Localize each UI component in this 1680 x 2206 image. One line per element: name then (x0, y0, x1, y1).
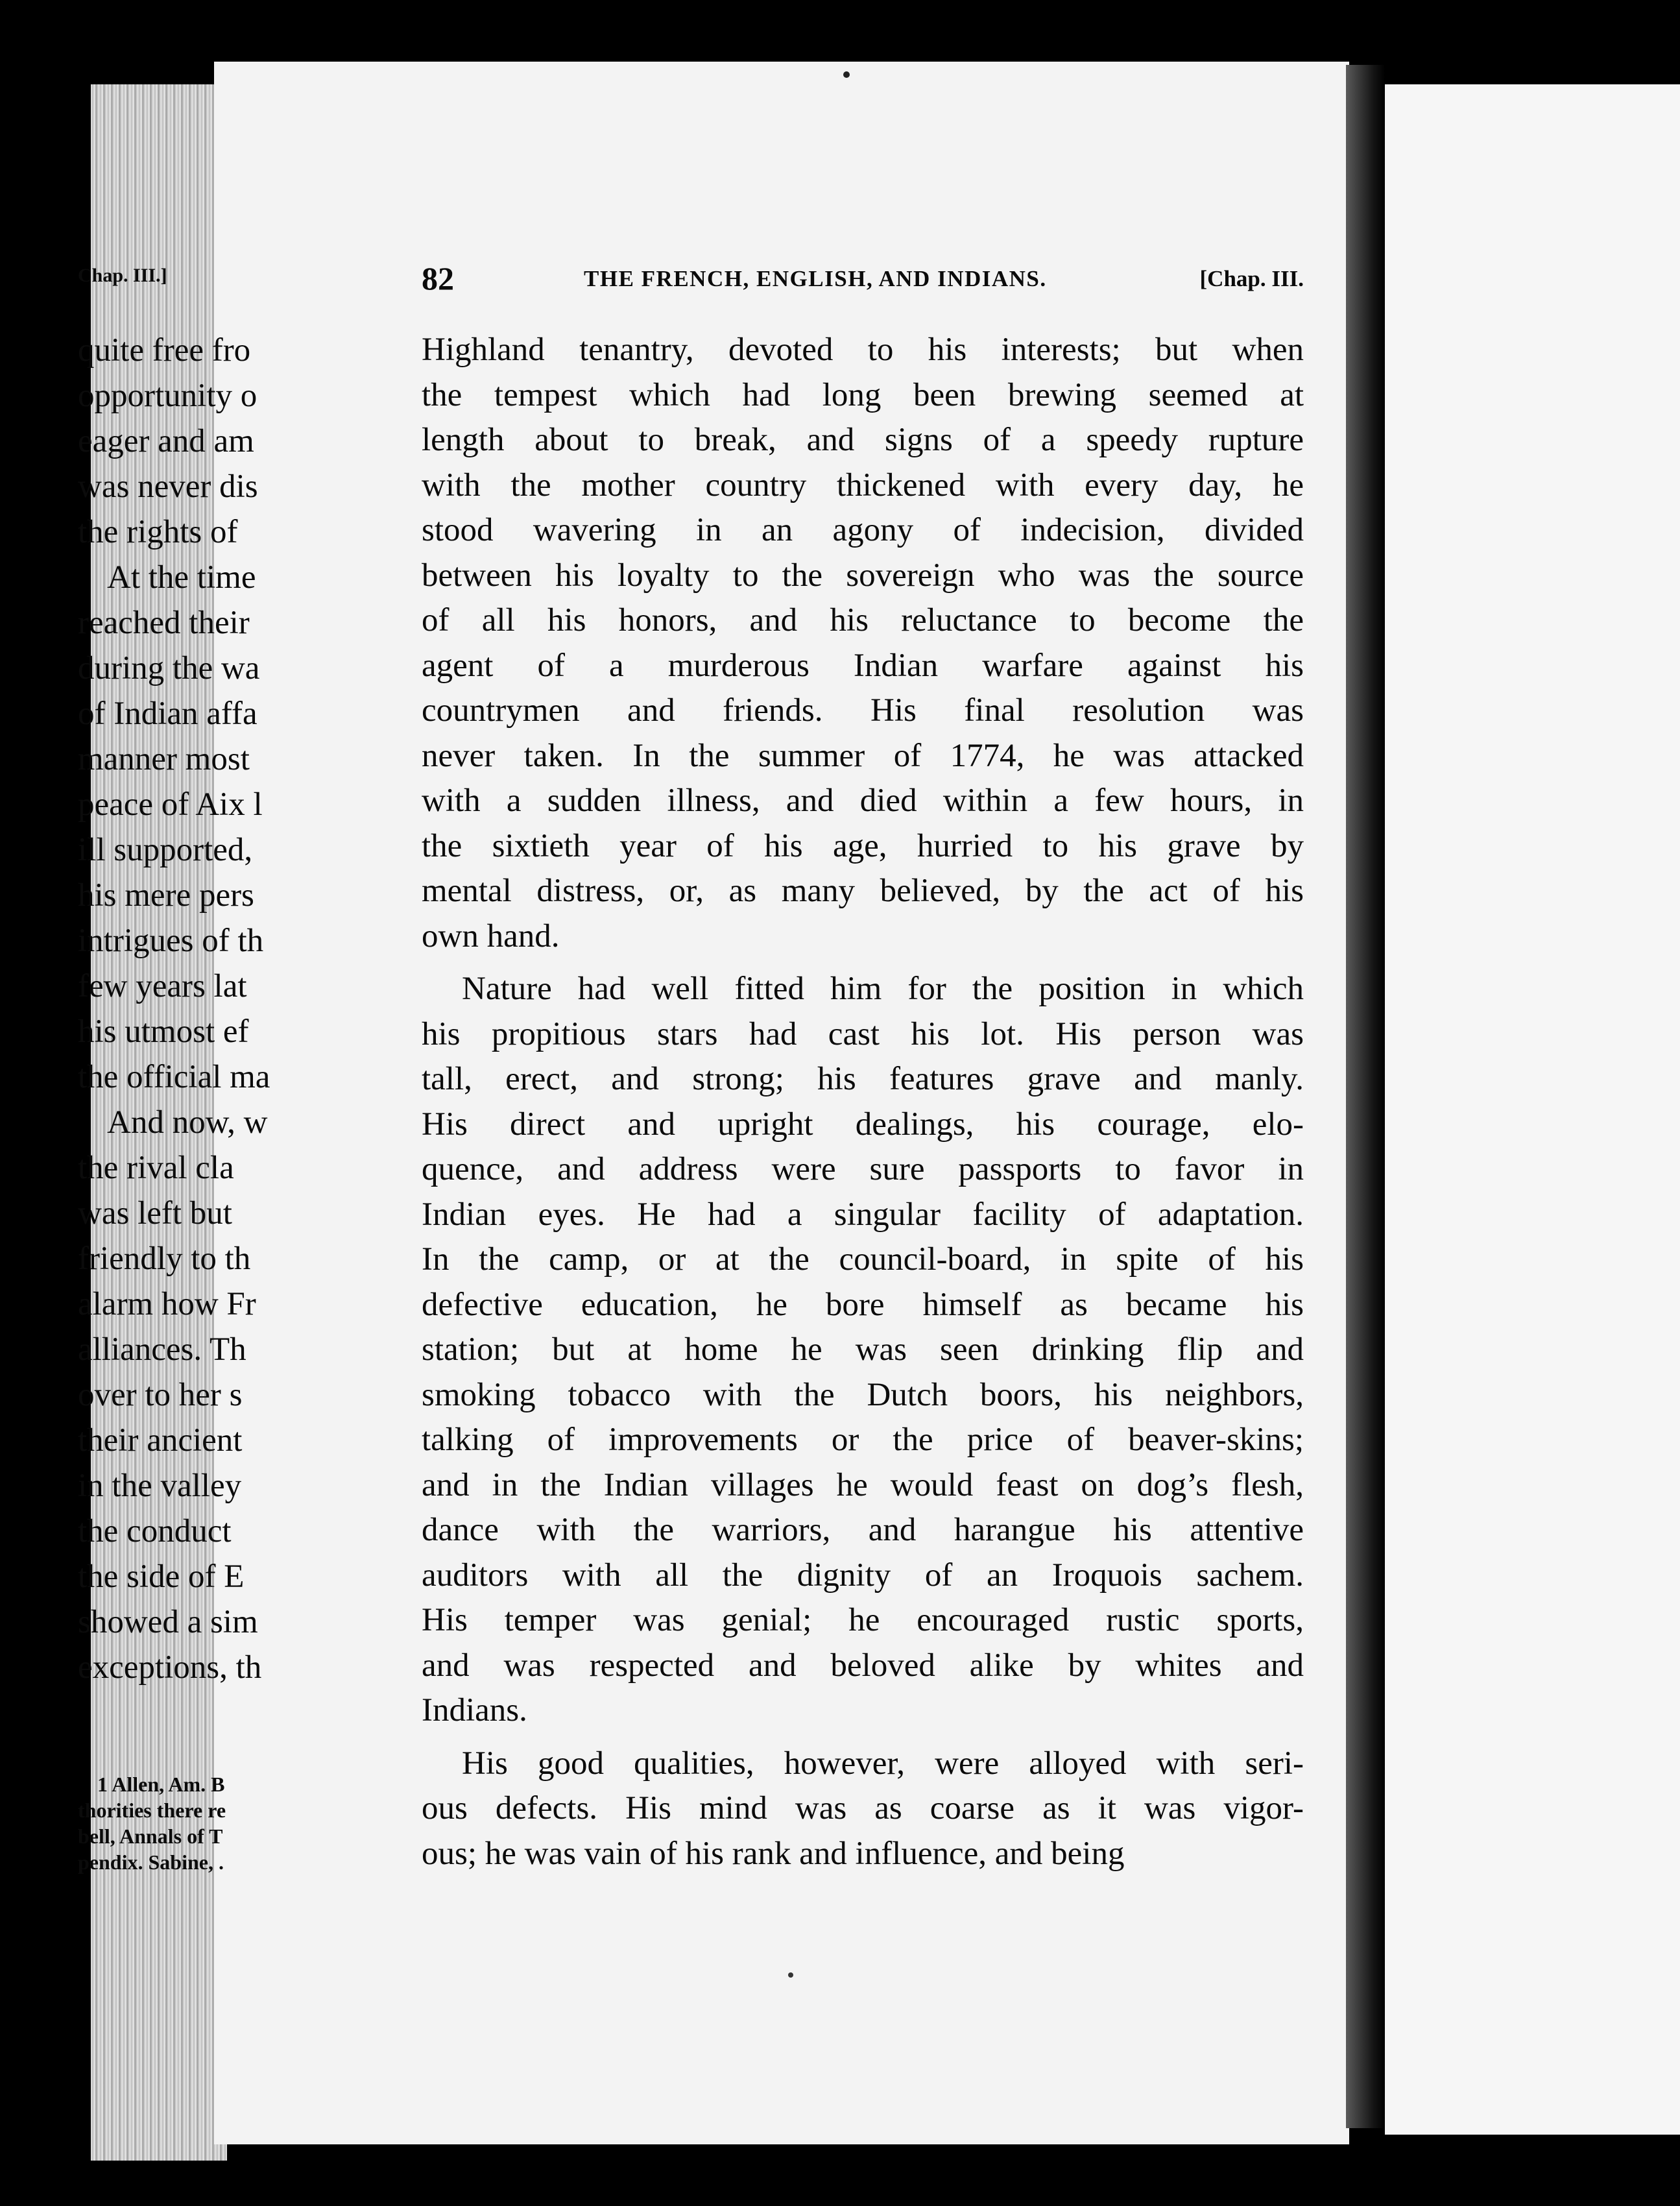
text-line: tall, erect, and strong; his features grave and manly. (422, 1061, 1304, 1097)
text-line: the tempest which had long been brewing seemed at (422, 376, 1304, 413)
speck (843, 71, 850, 78)
ink-dot (788, 1972, 793, 1978)
text-line: length about to break, and signs of a speedy rupture (422, 422, 1304, 458)
text-line: auditors with all the dignity of an Iroquois sachem. (422, 1557, 1304, 1594)
text-line: And now, w (107, 1104, 268, 1141)
text-line: friendly to th (78, 1241, 251, 1277)
text-line: the sixtieth year of his age, hurried to his grave by (422, 827, 1304, 864)
text-line: smoking tobacco with the Dutch boors, his neighbors, (422, 1376, 1304, 1413)
text-line: mental distress, or, as many believed, by the act of his (422, 873, 1304, 909)
text-line: manner most (78, 741, 250, 777)
right-page-text (78, 328, 467, 1690)
right-page-chapter-mark: Chap. III.] (78, 265, 167, 286)
text-line: dance with the warriors, and harangue his attentive (422, 1512, 1304, 1548)
right-page-footnote (78, 1771, 467, 1875)
text-line: quence, and address were sure passports to favor in (422, 1151, 1304, 1187)
text-line: opportunity o (78, 378, 258, 414)
footnote-line: thorities there re (78, 1799, 226, 1822)
text-line: His temper was genial; he encouraged rustic sports, (422, 1602, 1304, 1638)
text-line: with the mother country thickened with every day, he (422, 467, 1304, 503)
text-line: Indian eyes. He had a singular facility of adaptation. (422, 1196, 1304, 1233)
paragraph (422, 1741, 1304, 1877)
text-line: alarm how Fr (78, 1286, 256, 1322)
text-line: eager and am (78, 423, 254, 459)
text-line: quite free fro (78, 332, 251, 369)
text-line: never taken. In the summer of 1774, he was attacked (422, 737, 1304, 774)
running-head: THE FRENCH, ENGLISH, AND INDIANS. (584, 266, 1047, 291)
text-line: the official ma (78, 1059, 270, 1095)
text-line: few years lat (78, 968, 247, 1004)
text-line: was never dis (78, 468, 258, 505)
text-line: ill supported, (78, 832, 253, 868)
paragraph (422, 967, 1304, 1734)
text-line: defective education, he bore himself as became his (422, 1286, 1304, 1323)
text-line: own hand. (422, 917, 560, 954)
paragraph (422, 328, 1304, 959)
text-line: their ancient (78, 1422, 243, 1459)
text-line: intrigues of th (78, 923, 264, 959)
text-line: stood wavering in an agony of indecision, divided (422, 512, 1304, 548)
text-line: His direct and upright dealings, his courage, elo- (422, 1106, 1304, 1143)
footnote-line: pendix. Sabine, . (78, 1850, 224, 1874)
text-line: during the wa (78, 650, 260, 686)
text-line: his utmost ef (78, 1013, 249, 1050)
footnote-line: bell, Annals of T (78, 1824, 223, 1848)
text-line: and in the Indian villages he would feast on dog’s flesh, (422, 1466, 1304, 1503)
text-line: was left but (78, 1195, 232, 1231)
footnote-line: 1 Allen, Am. B (97, 1773, 225, 1796)
text-line: exceptions, th (78, 1649, 262, 1686)
text-line: In the camp, or at the council-board, in spite of his (422, 1241, 1304, 1278)
text-line: At the time (107, 559, 256, 596)
body-text (422, 328, 1304, 1876)
text-line: over to her s (78, 1377, 243, 1413)
text-line: in the valley (78, 1468, 242, 1504)
text-line: the side of E (78, 1558, 245, 1595)
text-line: ous; he was vain of his rank and influence, and being (422, 1835, 1125, 1872)
text-line: of all his honors, and his reluctance to become the (422, 602, 1304, 638)
page-number: 82 (422, 260, 454, 297)
text-line: reached their (78, 605, 250, 641)
text-line: agent of a murderous Indian warfare against his (422, 647, 1304, 684)
text-line: the conduct (78, 1513, 232, 1549)
right-page (1385, 84, 1680, 2135)
text-line: and was respected and beloved alike by whites and (422, 1647, 1304, 1684)
text-line: alliances. Th (78, 1331, 246, 1368)
text-line: His good qualities, however, were alloyed with seri- (462, 1745, 1304, 1782)
text-line: peace of Aix l (78, 786, 263, 823)
text-line: countrymen and friends. His final resolution was (422, 692, 1304, 729)
left-page-header (422, 260, 1304, 305)
text-line: Indians. (422, 1692, 527, 1728)
text-line: Nature had well fitted him for the position in which (462, 971, 1304, 1007)
book-gutter (1346, 65, 1385, 2128)
text-line: ous defects. His mind was as coarse as it was vigor- (422, 1790, 1304, 1826)
text-line: station; but at home he was seen drinking flip and (422, 1331, 1304, 1368)
text-line: of Indian affa (78, 696, 258, 732)
text-line: showed a sim (78, 1604, 258, 1640)
text-line: talking of improvements or the price of beaver-skins; (422, 1422, 1304, 1458)
text-line: the rival cla (78, 1150, 234, 1186)
text-line: his propitious stars had cast his lot. His person was (422, 1015, 1304, 1052)
chapter-mark: [Chap. III. (1199, 266, 1304, 291)
text-line: Highland tenantry, devoted to his interests; but when (422, 332, 1304, 368)
text-line: between his loyalty to the sovereign who was the source (422, 557, 1304, 594)
text-line: with a sudden illness, and died within a few hours, in (422, 782, 1304, 819)
text-line: his mere pers (78, 877, 254, 914)
text-line: the rights of (78, 514, 238, 550)
